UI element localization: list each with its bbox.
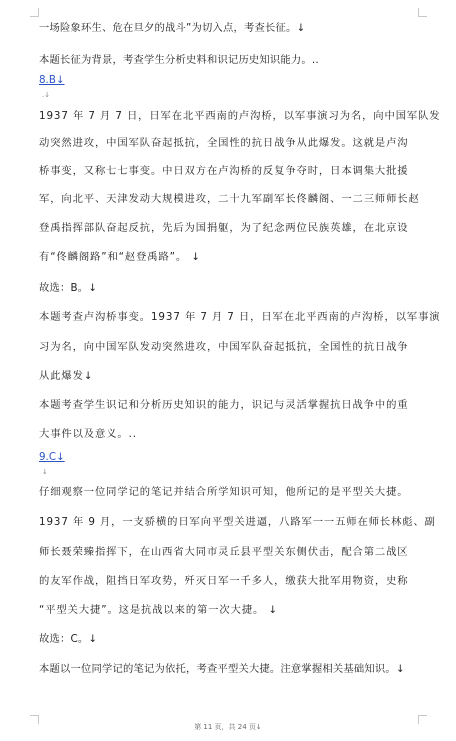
paragraph-mark: ↓ [42, 468, 48, 476]
text-line: 1937 年 9 月，一支骄横的日军向平型关进逼，八路军一一五师在师长林彪、副 [39, 516, 436, 528]
answer-choice-line: 故选：C。↓ [39, 633, 98, 645]
text-line: 动突然进攻，中国军队奋起抵抗，全国性的抗日战争从此爆发。这就是卢沟 [39, 137, 409, 149]
text-line: 本题长征为背景，考查学生分析史料和识记历史知识能力。.. [39, 54, 319, 66]
text-line: 有“佟麟阁路”和“赵登禹路”。 ↓ [39, 251, 201, 263]
text-line: 仔细观察一位同学记的笔记并结合所学知识可知，他所记的是平型关大捷。 [39, 486, 409, 498]
text-line: 本题考查卢沟桥事变。1937 年 7 月 7 日，日军在北平西南的卢沟桥，以军事演 [39, 311, 441, 323]
text-line: 本题考查学生识记和分析历史知识的能力，识记与灵活掌握抗日战争中的重 [39, 399, 409, 411]
text-line: 的友军作战，阻挡日军攻势，歼灭日军一千多人，缴获大批军用物资，史称 [39, 575, 409, 587]
text-line: “平型关大捷”。这是抗战以来的第一次大捷。 ↓ [39, 604, 278, 616]
text-line: 1937 年 7 月 7 日，日军在北平西南的卢沟桥，以军事演习为名，向中国军队发 [39, 110, 441, 122]
text-line: 登禹指挥部队奋起反抗，先后为国捐躯，为了纪念两位民族英雄，在北京设 [39, 222, 409, 234]
page-footer: 第 11 页，共 24 页↓ [194, 723, 262, 731]
text-line: 本题以一位同学记的笔记为依托，考查平型关大捷。注意掌握相关基础知识。↓ [39, 663, 405, 675]
text-line: 桥事变，又称七七事变。中日双方在卢沟桥的反复争夺时，日本调集大批援 [39, 165, 409, 177]
paragraph-mark: .↓ [42, 91, 51, 99]
answer-heading-8[interactable]: 8.B↓ [39, 74, 65, 86]
answer-heading-9[interactable]: 9.C↓ [39, 451, 65, 463]
margin-corner-top-left [30, 8, 39, 17]
text-line: 一场险象环生、危在旦夕的战斗”为切入点，考查长征。↓ [39, 22, 306, 34]
answer-choice-line: 故选：B。↓ [39, 282, 98, 294]
text-line: 习为名，向中国军队发动突然进攻，中国军队奋起抵抗，全国性的抗日战争 [39, 341, 409, 353]
text-line: 从此爆发↓ [39, 370, 94, 382]
text-line: 军，向北平、天津发动大规模进攻，二十九军副军长佟麟阁、一二三师师长赵 [39, 193, 420, 205]
text-line: 大事件以及意义。.. [39, 428, 137, 440]
text-line: 师长聂荣臻指挥下，在山西省大同市灵丘县平型关东侧伏击，配合第二战区 [39, 546, 409, 558]
margin-corner-top-right [418, 8, 427, 17]
